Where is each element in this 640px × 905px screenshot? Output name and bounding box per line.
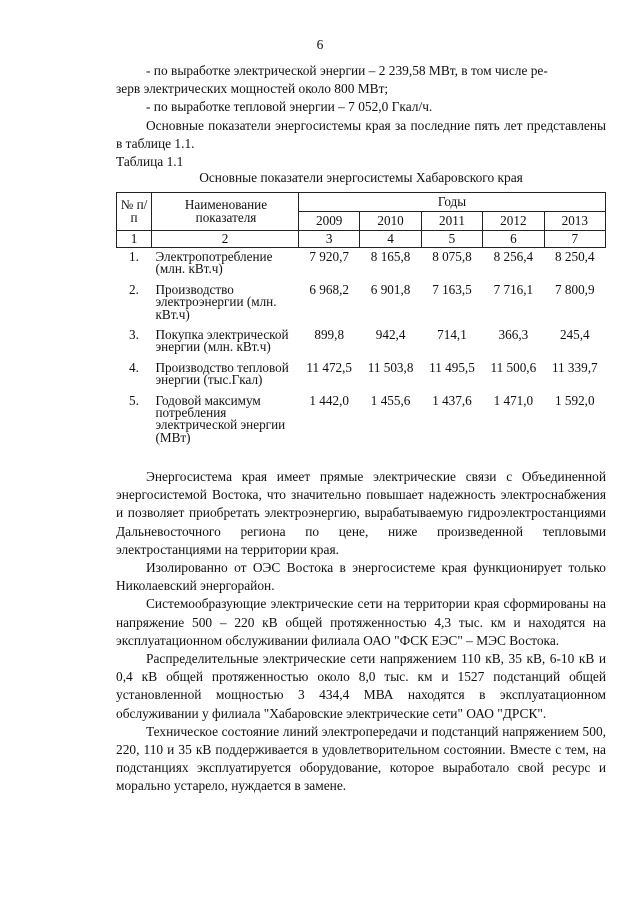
- intro-line-1: - по выработке электрической энергии – 2 239,58 МВт, в том числе ре-: [146, 63, 548, 78]
- intro-block: [116, 62, 606, 187]
- row-value: 11 339,7: [551, 359, 598, 375]
- row-value: 7 163,5: [432, 281, 472, 297]
- row-value: 8 075,8: [432, 249, 472, 264]
- col-index-1: 1: [117, 231, 152, 248]
- row-value: 245,4: [559, 327, 590, 343]
- row-value: 11 500,6: [490, 359, 537, 375]
- header-num: № п/п: [117, 193, 152, 231]
- paragraph: Системообразующие электрические сети на территории края сформированы на напряжение 500 – 220 кВ общей протяженностью 4,3 тыс. км и находятся на эксплуатационном обслуживании филиала ОАО "ФСК ЕЭС" – МЭС Востока.: [116, 596, 606, 648]
- row-number: 5.: [129, 392, 139, 408]
- row-name: Производство тепловой энергии (тыс.Гкал): [155, 359, 289, 388]
- row-name: Покупка электрической энергии (млн. кВт.ч): [155, 327, 289, 355]
- row-value: 6 901,8: [370, 281, 411, 297]
- intro-paragraph: Основные показатели энергосистемы края за последние пять лет представлены в таблице 1.1.: [116, 117, 606, 151]
- paragraph: Техническое состояние линий электропередачи и подстанций напряжением 500, 220, 110 и 35 кВ поддерживается в удовлетворительном состоянии. Вместе с тем, на подстанциях эксплуатируется оборудование, которое выработало свой ресурс и морально устарело, нуждается в замене.: [116, 723, 606, 794]
- col-index-5: 5: [421, 231, 482, 248]
- indicators-table: [116, 192, 606, 452]
- paragraph: Распределительные электрические сети напряжением 110 кВ, 35 кВ, 6-10 кВ и 0,4 кВ общей протяженностью около 8,0 тыс. км и 1527 подстанций общей установленной мощностью 3 434,4 МВА находятся в эксплуатационном обслуживании у филиала "Хабаровские электрические сети" ОАО "ДРСК".: [116, 651, 606, 721]
- intro-line-3: - по выработке тепловой энергии – 7 052,0 Гкал/ч.: [146, 99, 433, 115]
- paragraph: Энергосистема края имеет прямые электрические связи с Объединенной энергосистемой Востока, что значительно повышает надежность электроснабжения и позволяет приобретать электроэнергию, вырабатываемую гидроэлектростанциями Дальневосточного региона по цене, ниже произведенной тепловыми электростанциями на территории края.: [116, 469, 606, 557]
- header-year-2011: 2011: [421, 212, 482, 231]
- intro-line-2: зерв электрических мощностей около 800 МВт;: [116, 81, 389, 97]
- table-label: Таблица 1.1: [116, 154, 184, 170]
- col-index-2: 2: [152, 231, 299, 248]
- paragraph: Изолированно от ОЭС Востока в энергосистеме края функционирует только Николаевский энергорайон.: [116, 560, 606, 594]
- row-value: 8 250,4: [555, 249, 595, 264]
- table-row: [117, 329, 606, 362]
- col-index-6: 6: [483, 231, 544, 248]
- header-year-2012: 2012: [483, 212, 544, 231]
- header-year-2013: 2013: [544, 212, 605, 231]
- page-number: 6: [316, 37, 324, 52]
- row-number: 2.: [129, 281, 139, 297]
- header-year-2010: 2010: [360, 212, 421, 231]
- row-value: 6 968,2: [309, 281, 349, 297]
- col-index-7: 7: [544, 231, 605, 248]
- row-value: 1 471,0: [493, 392, 534, 408]
- row-value: 11 495,5: [429, 359, 475, 375]
- table-row: [117, 362, 606, 395]
- row-name: Электропотребление (млн. кВт.ч): [155, 249, 273, 277]
- row-value: 7 716,1: [493, 281, 534, 297]
- table-row: [117, 284, 606, 329]
- row-name: Производство электроэнергии (млн. кВт.ч): [155, 281, 277, 322]
- row-value: 8 165,8: [370, 249, 411, 264]
- row-value: 1 592,0: [555, 392, 595, 408]
- row-value: 11 503,8: [367, 359, 414, 375]
- row-value: 942,4: [375, 327, 406, 343]
- row-value: 1 455,6: [370, 392, 411, 408]
- row-number: 4.: [129, 359, 139, 375]
- row-value: 899,8: [314, 327, 345, 343]
- row-value: 8 256,4: [493, 249, 534, 264]
- row-value: 714,1: [437, 327, 467, 343]
- header-name: Наименование показателя: [152, 193, 299, 231]
- row-value: 7 800,9: [555, 281, 595, 297]
- row-value: 11 472,5: [306, 359, 353, 375]
- header-year-2009: 2009: [299, 212, 360, 231]
- header-years: Годы: [299, 193, 606, 212]
- body-text: [116, 468, 606, 796]
- col-index-4: 4: [360, 231, 421, 248]
- row-value: 366,3: [498, 327, 529, 343]
- row-number: 3.: [129, 327, 139, 343]
- row-name: Годовой максимум потребления электрической энергии (МВт): [155, 392, 286, 445]
- row-value: 1 442,0: [309, 392, 349, 408]
- row-number: 1.: [129, 249, 139, 264]
- table-row: [117, 248, 606, 284]
- table-title: Основные показатели энергосистемы Хабаровского края: [199, 170, 523, 186]
- table-row: [117, 395, 606, 453]
- col-index-3: 3: [299, 231, 360, 248]
- row-value: 1 437,6: [432, 392, 472, 408]
- row-value: 7 920,7: [309, 249, 349, 264]
